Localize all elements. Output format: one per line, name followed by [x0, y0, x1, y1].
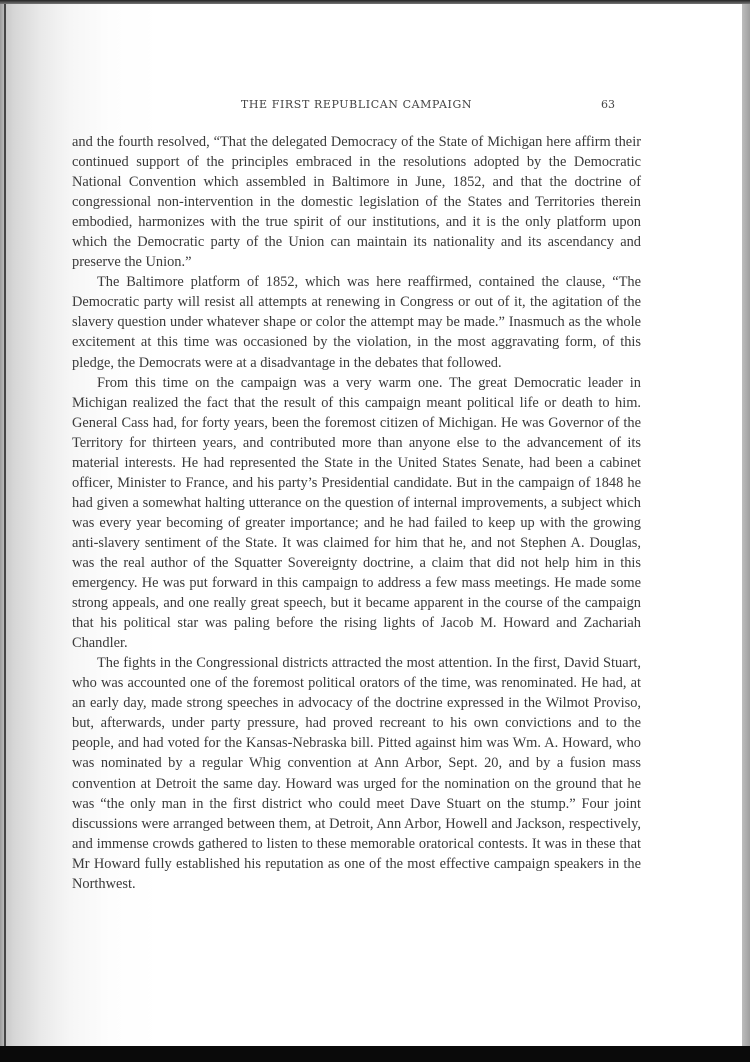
paragraph-1: and the fourth resolved, “That the delegated Democracy of the State of Michigan here affirm their continued support of the principles embraced in the resolutions adopted by the Democratic National Convention which assembled in Baltimore in June, 1852, and that the doctrine of congressional non-intervention in the domestic legislation of the States and Territories therein embodied, harmonizes with the true spirit of our institutions, and it is the only platform upon which the Democratic party of the Union can maintain its nationality and its ascendancy and preserve the Union.” — [72, 134, 641, 271]
scanner-bottom-border — [0, 1046, 750, 1062]
paragraph-2: The Baltimore platform of 1852, which was here reaffirmed, contained the clause, “The Democratic party will resist all attempts at renewing in Congress or out of it, the agitation of the slavery question under whatever shape or color the attempt may be made.” Inasmuch as the whole excitement at this time was occasioned by the violation, in the most aggravating form, of this pledge, the Democrats were at a disadvantage in the debates that followed. — [72, 274, 641, 371]
page-number: 63 — [601, 98, 615, 111]
running-head — [72, 98, 641, 116]
running-title: THE FIRST REPUBLICAN CAMPAIGN — [240, 98, 473, 111]
paragraph-4: The fights in the Congressional districts attracted the most attention. In the first, David Stuart, who was accounted one of the foremost political orators of the time, was renominated. He had, at an early day, made strong speeches in advocacy of the doctrine expressed in the Wilmot Proviso, but, afterwards, under party pressure, had proved recreant to his own convictions and to the people, and had voted for the Kansas-Nebraska bill. Pitted against him was Wm. A. Howard, who was nominated by a regular Whig convention at Ann Arbor, Sept. 20, and by a fusion mass convention at Detroit the same day. Howard was urged for the nomination on the ground that he was “the only man in the first district who could meet Dave Stuart on the stump.” Four joint discussions were arranged between them, at Detroit, Ann Arbor, Howell and Jackson, respectively, and immense crowds gathered to listen to these memorable oratorical contests. It was in these that Mr Howard fully established his reputation as one of the most effective campaign speakers in the Northwest. — [72, 655, 641, 892]
paragraph-3: From this time on the campaign was a very warm one. The great Democratic leader in Michigan realized the fact that the result of this campaign meant political life or death to him. General Cass had, for forty years, been the foremost citizen of Michigan. He was Governor of the Territory for thirteen years, and contributed more than anyone else to the advancement of its material interests. He had represented the State in the United States Senate, had been a cabinet officer, Minister to France, and his party’s Presidential candidate. But in the campaign of 1848 he had given a somewhat halting utterance on the question of internal improvements, a subject which was every year becoming of greater importance; and he had failed to keep up with the growing anti-slavery sentiment of the State. It was claimed for him that he, and not Stephen A. Douglas, was the real author of the Squatter Sovereignty doctrine, a claim that did not help him in this emergency. He was put forward in this campaign to address a few mass meetings. He made some strong appeals, and one really great speech, but it became apparent in the course of the campaign that his political star was paling before the rising lights of Jacob M. Howard and Zachariah Chandler. — [72, 374, 641, 652]
page-binding-edge — [4, 4, 6, 1050]
page-top-edge — [0, 0, 750, 4]
body-text — [72, 132, 641, 894]
page-right-edge — [742, 4, 750, 1050]
